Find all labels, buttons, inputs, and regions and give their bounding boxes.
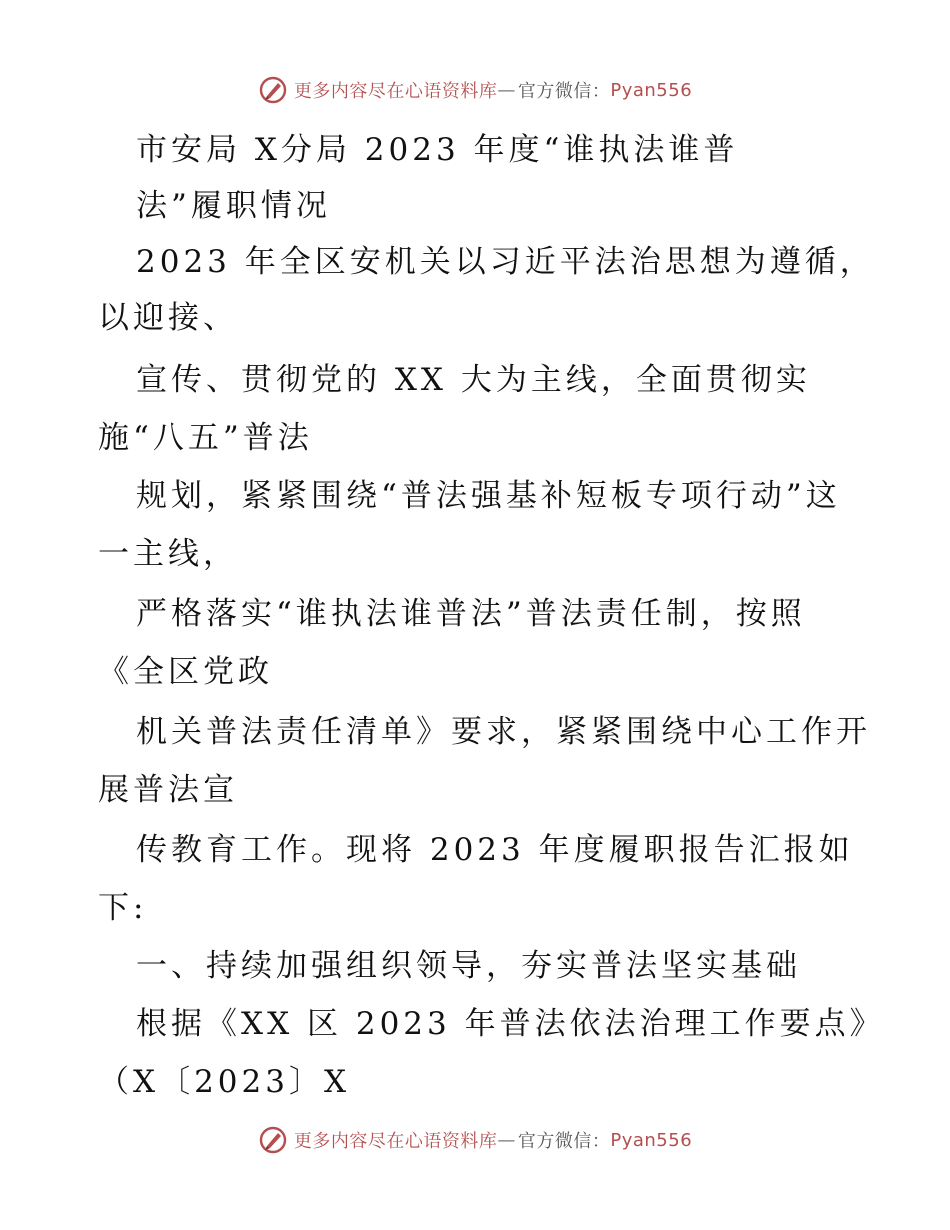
paragraph-line: 施“八五”普法 (98, 420, 313, 456)
section-heading: 一、持续加强组织领导，夯实普法坚实基础 (136, 948, 801, 984)
paragraph-line: 传教育工作。现将 2023 年度履职报告汇报如 (136, 832, 854, 868)
paragraph-line: 严格落实“谁执法谁普法”普法责任制，按照 (136, 596, 806, 632)
document-title-line-1: 市安局 X分局 2023 年度“谁执法谁普 (136, 132, 739, 168)
paragraph-line: 展普法宣 (98, 772, 238, 808)
paragraph-line: 下: (98, 890, 148, 926)
pen-logo-icon (258, 75, 288, 105)
banner-text: 更多内容尽在心语资料库 (293, 1131, 498, 1152)
paragraph-line: 一主线， (98, 536, 238, 572)
banner-dash: — (497, 79, 516, 101)
banner-wechat-id: Pyan556 (610, 79, 693, 101)
footer-watermark-banner (0, 1122, 950, 1158)
paragraph-line: 机关普法责任清单》要求，紧紧围绕中心工作开 (136, 714, 871, 750)
banner-wechat-label: 官方微信： (517, 1131, 611, 1152)
pen-logo-icon (258, 1125, 288, 1155)
document-title-line-2: 法”履职情况 (136, 188, 331, 224)
paragraph-line: 2023 年全区安机关以习近平法治思想为遵循， (136, 244, 875, 280)
paragraph-line: 宣传、贯彻党的 XX 大为主线，全面贯彻实 (136, 362, 811, 398)
banner-text: 更多内容尽在心语资料库 (293, 81, 498, 102)
paragraph-line: 根据《XX 区 2023 年普法依法治理工作要点》 (136, 1006, 885, 1042)
banner-wechat-label: 官方微信： (517, 81, 611, 102)
paragraph-line: 规划，紧紧围绕“普法强基补短板专项行动”这 (136, 478, 841, 514)
header-watermark-banner (0, 72, 950, 108)
banner-wechat-id: Pyan556 (610, 1129, 693, 1151)
paragraph-line: 《全区党政 (98, 654, 273, 690)
paragraph-line: 以迎接、 (98, 300, 238, 336)
paragraph-line: （X〔2023〕X (98, 1064, 351, 1100)
banner-dash: — (497, 1129, 516, 1151)
